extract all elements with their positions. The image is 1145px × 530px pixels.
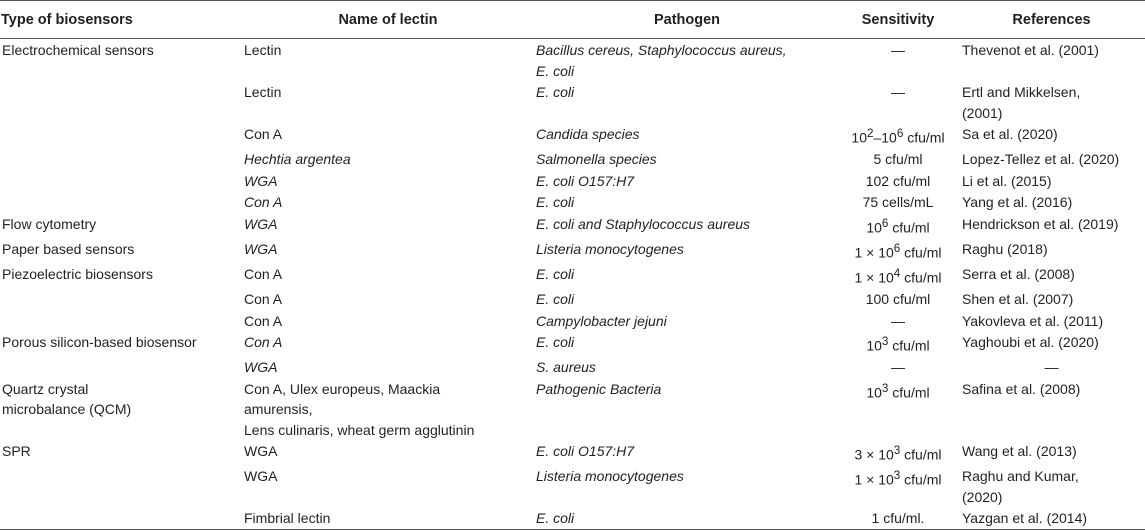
- lectin-line: Con A, Ulex europeus, Maackia: [244, 380, 441, 397]
- header-sensitivity: Sensitivity: [838, 1, 958, 39]
- reference-line: (2020): [962, 488, 1003, 505]
- cell-type: SPR: [2, 443, 31, 460]
- cell-sensitivity: —: [891, 359, 905, 376]
- sens-unit: cfu/ml: [888, 337, 930, 354]
- pathogen-line: Bacillus cereus, Staphylococcus aureus,: [536, 42, 787, 58]
- cell-reference: Thevenot et al. (2001): [962, 42, 1099, 58]
- cell-pathogen: E. coli: [536, 194, 575, 211]
- cell-lectin: WGA: [244, 215, 278, 232]
- sens-exponent: 3: [881, 381, 889, 395]
- cell-reference: Sa et al. (2020): [962, 126, 1058, 142]
- cell-sensitivity: 102 cfu/ml: [865, 172, 931, 189]
- cell-pathogen: Listeria monocytogenes: [536, 468, 684, 485]
- cell-reference: Yakovleva et al. (2011): [962, 312, 1104, 329]
- cell-lectin: Fimbrial lectin: [240, 507, 536, 529]
- sens-mid: –10: [873, 129, 897, 146]
- sens-unit: cfu/ml: [903, 129, 945, 146]
- cell-sensitivity: [838, 213, 958, 238]
- sens-unit: cfu/ml: [900, 446, 942, 463]
- sens-base: 10: [866, 384, 882, 401]
- sens-unit: cfu/ml: [888, 384, 930, 401]
- cell-type: [0, 356, 240, 378]
- table-row: [0, 191, 1145, 213]
- header-references: References: [958, 1, 1145, 39]
- table-row: [0, 465, 1145, 507]
- cell-pathogen: E. coli: [536, 507, 838, 529]
- cell-type: [0, 170, 240, 192]
- cell-pathogen: [536, 39, 838, 82]
- cell-sensitivity: [838, 440, 958, 465]
- cell-reference: Yazgan et al. (2014): [958, 507, 1145, 529]
- type-line: microbalance (QCM): [2, 401, 132, 418]
- sens-base: 1 × 10: [854, 472, 894, 489]
- cell-lectin: WGA: [244, 172, 278, 189]
- cell-pathogen: Candida species: [536, 126, 640, 142]
- cell-sensitivity: [838, 378, 958, 441]
- cell-pathogen: S. aureus: [536, 359, 596, 376]
- cell-lectin: Lectin: [244, 84, 282, 100]
- cell-sensitivity: [838, 465, 958, 507]
- sens-exponent: 2: [867, 127, 874, 140]
- cell-pathogen: Campylobacter jejuni: [536, 312, 667, 329]
- cell-lectin: [240, 378, 536, 441]
- table-row: [0, 213, 1145, 238]
- cell-type: [0, 148, 240, 170]
- cell-type: Paper based sensors: [2, 240, 135, 257]
- cell-sensitivity: 5 cfu/ml: [873, 151, 923, 168]
- sens-unit: cfu/ml: [900, 472, 942, 489]
- cell-lectin: Con A: [244, 194, 283, 211]
- cell-reference: Safina et al. (2008): [962, 380, 1081, 397]
- table-row: [0, 81, 1145, 123]
- header-row: [0, 1, 1145, 39]
- cell-pathogen: E. coli: [536, 84, 575, 100]
- cell-sensitivity: 75 cells/mL: [862, 194, 934, 211]
- cell-type: [0, 191, 240, 213]
- cell-lectin: WGA: [244, 468, 278, 485]
- table-row: [0, 378, 1145, 441]
- cell-lectin: WGA: [244, 240, 278, 257]
- cell-type: Piezoelectric biosensors: [2, 265, 153, 282]
- table-row: [0, 310, 1145, 332]
- cell-sensitivity: —: [891, 42, 905, 58]
- sens-base: 3 × 10: [854, 446, 894, 463]
- table-row: [0, 123, 1145, 148]
- sens-exponent: 3: [893, 444, 901, 458]
- cell-reference: Yaghoubi et al. (2020): [962, 334, 1099, 351]
- cell-lectin: Con A: [244, 312, 283, 329]
- cell-reference: Serra et al. (2008): [962, 265, 1075, 282]
- cell-lectin: Hechtia argentea: [244, 151, 351, 168]
- sens-exponent: 3: [893, 469, 901, 483]
- cell-type: [0, 310, 240, 332]
- table-row: [0, 148, 1145, 170]
- sens-base: 10: [866, 219, 882, 236]
- cell-reference: Hendrickson et al. (2019): [962, 215, 1119, 232]
- cell-type: [0, 378, 240, 441]
- reference-line: Ertl and Mikkelsen,: [962, 84, 1081, 100]
- lectin-line: Lens culinaris, wheat germ agglutinin: [244, 421, 475, 438]
- cell-pathogen: Salmonella species: [536, 151, 657, 168]
- lectin-line: amurensis,: [244, 401, 313, 418]
- cell-reference: —: [1044, 359, 1059, 376]
- cell-pathogen: Pathogenic Bacteria: [536, 380, 662, 397]
- cell-lectin: WGA: [244, 443, 278, 460]
- cell-lectin: Con A: [244, 126, 283, 142]
- cell-pathogen: E. coli: [536, 334, 575, 351]
- cell-pathogen: E. coli: [536, 291, 575, 308]
- cell-reference: Li et al. (2015): [962, 172, 1052, 189]
- sens-exponent: 6: [896, 127, 904, 140]
- type-line: Quartz crystal: [2, 380, 89, 397]
- cell-type: [0, 465, 240, 507]
- table-row: [0, 288, 1145, 310]
- cell-type: [0, 123, 240, 148]
- sens-exponent: 3: [881, 335, 889, 349]
- cell-reference: Shen et al. (2007): [962, 291, 1074, 308]
- sens-unit: cfu/ml: [900, 244, 942, 261]
- table-row: [0, 39, 1145, 82]
- table-row: [0, 238, 1145, 263]
- cell-lectin: Lectin: [244, 42, 282, 58]
- cell-pathogen: E. coli: [536, 265, 575, 282]
- cell-type: [0, 507, 240, 529]
- table-row: [0, 440, 1145, 465]
- cell-reference: Wang et al. (2013): [962, 443, 1077, 460]
- cell-reference: Lopez-Tellez et al. (2020): [962, 151, 1120, 168]
- header-lectin: Name of lectin: [240, 1, 536, 39]
- cell-pathogen: E. coli and Staphylococcus aureus: [536, 215, 751, 232]
- sens-exponent: 4: [893, 266, 901, 280]
- sens-unit: cfu/ml: [900, 269, 942, 286]
- cell-sensitivity: 1 cfu/ml.: [838, 507, 958, 529]
- cell-sensitivity: —: [891, 312, 905, 329]
- reference-line: Raghu and Kumar,: [962, 468, 1079, 485]
- table-row: [0, 263, 1145, 288]
- cell-type: Electrochemical sensors: [2, 42, 154, 58]
- sens-base: 1 × 10: [854, 269, 894, 286]
- cell-sensitivity: 100 cfu/ml: [865, 291, 931, 308]
- table-row: [0, 331, 1145, 356]
- header-pathogen: Pathogen: [536, 1, 838, 39]
- cell-pathogen: E. coli O157:H7: [536, 172, 635, 189]
- cell-lectin: Con A: [244, 265, 283, 282]
- sens-unit: cfu/ml: [888, 219, 930, 236]
- cell-type: [0, 288, 240, 310]
- cell-sensitivity: [838, 263, 958, 288]
- cell-sensitivity: [838, 331, 958, 356]
- pathogen-line: E. coli: [536, 62, 575, 79]
- sens-base: 10: [866, 337, 882, 354]
- cell-reference: Raghu (2018): [962, 240, 1048, 257]
- cell-lectin: Con A: [244, 334, 283, 351]
- table-row: [0, 507, 1145, 529]
- cell-reference: [958, 465, 1145, 507]
- cell-pathogen: Listeria monocytogenes: [536, 240, 684, 257]
- cell-type: [0, 81, 240, 123]
- cell-sensitivity: [838, 123, 958, 148]
- table-row: [0, 170, 1145, 192]
- reference-line: (2001): [962, 104, 1003, 121]
- cell-reference: [958, 81, 1145, 123]
- header-type: Type of biosensors: [0, 1, 240, 39]
- cell-sensitivity: —: [891, 84, 905, 100]
- cell-type: Flow cytometry: [2, 215, 97, 232]
- cell-sensitivity: [838, 238, 958, 263]
- cell-pathogen: E. coli O157:H7: [536, 443, 635, 460]
- sens-base: 10: [851, 129, 867, 146]
- sens-exponent: 6: [881, 216, 889, 230]
- cell-type: Porous silicon-based biosensor: [2, 334, 197, 351]
- cell-lectin: WGA: [244, 359, 278, 376]
- cell-lectin: Con A: [244, 291, 283, 308]
- sens-exponent: 6: [893, 241, 901, 255]
- table-row: [0, 356, 1145, 378]
- cell-reference: Yang et al. (2016): [962, 194, 1073, 211]
- sens-base: 1 × 10: [854, 244, 894, 261]
